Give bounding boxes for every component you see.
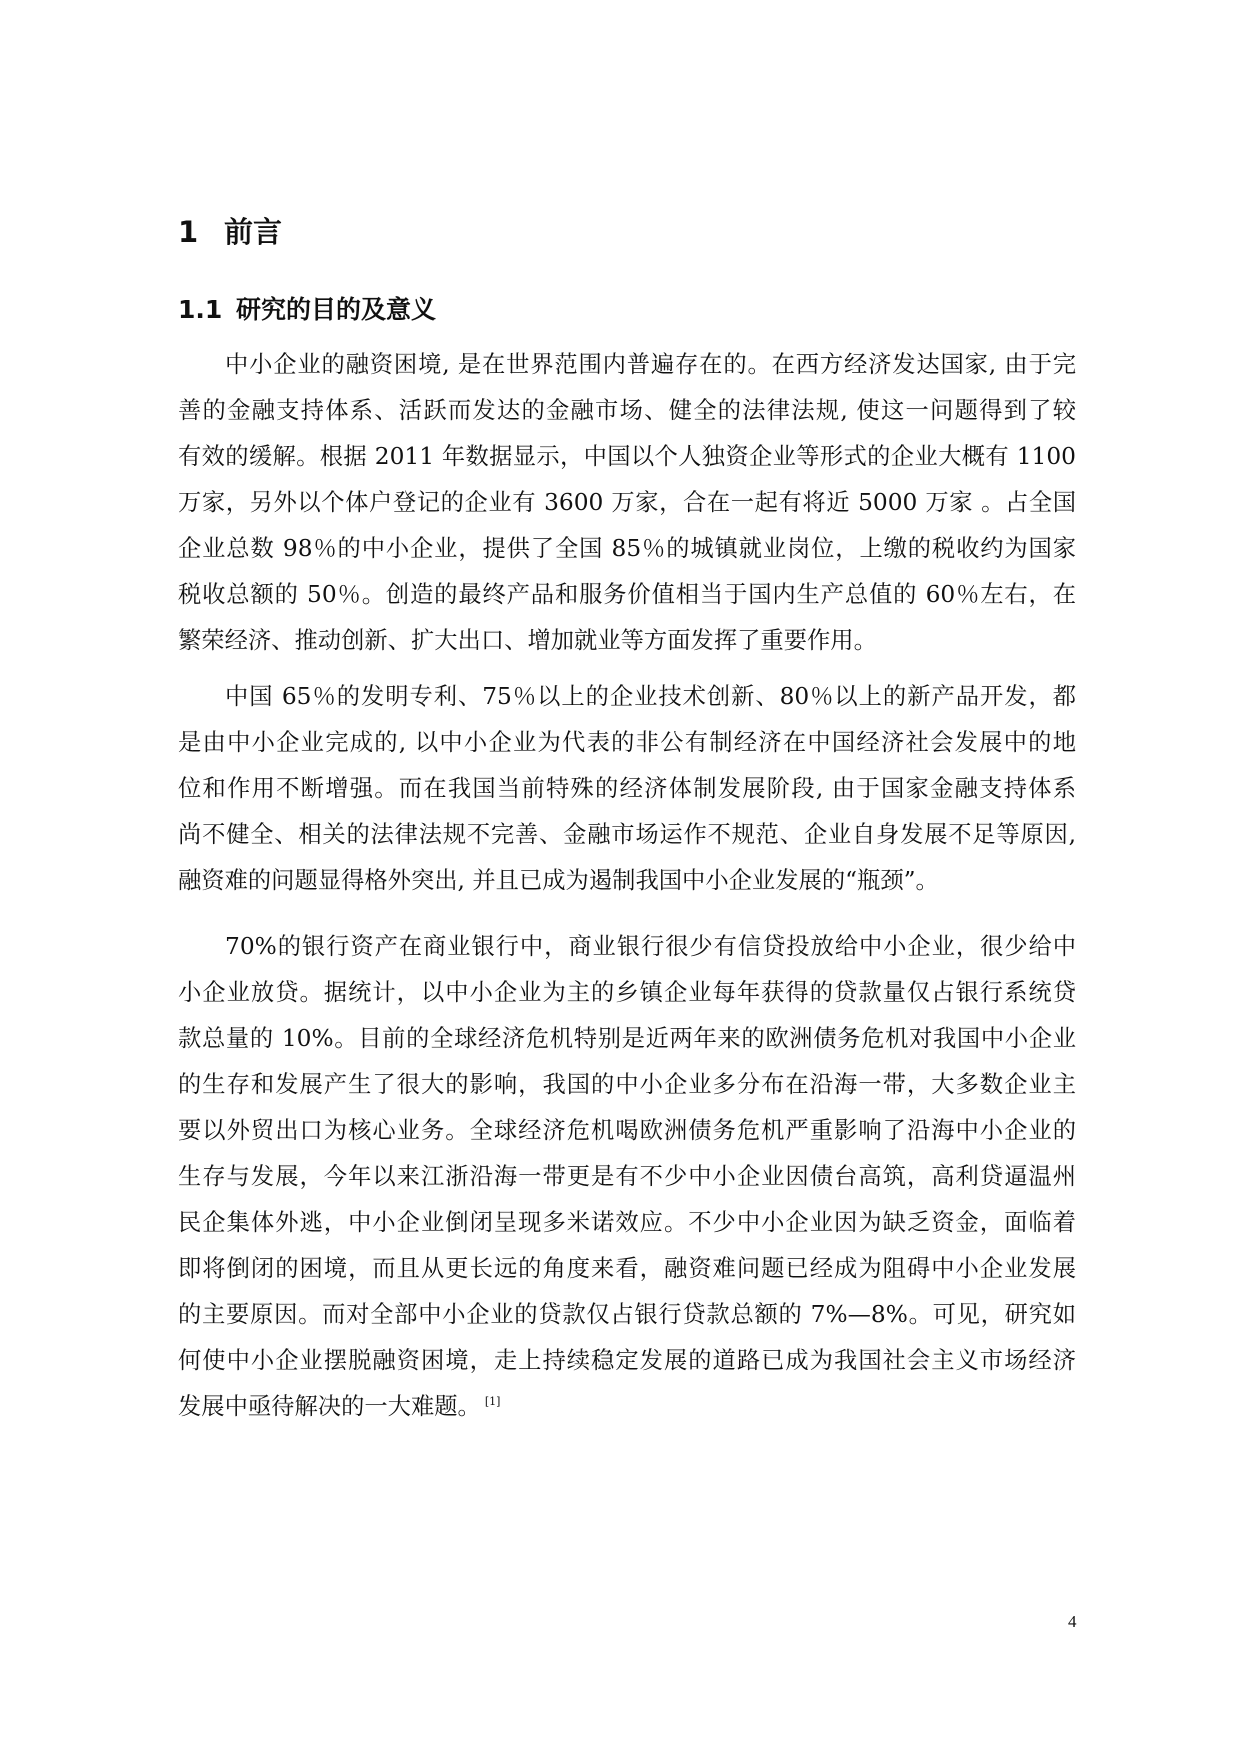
paragraph-line: 生存与发展，今年以来江浙沿海一带更是有不少中小企业因债台高筑，高利贷逼温州 [178, 1163, 1076, 1190]
chapter-title: 前言 [224, 215, 283, 249]
paragraph-line: 企业总数 98％的中小企业，提供了全国 85％的城镇就业岗位，上缴的税收约为国家 [178, 535, 1076, 562]
paragraph-line: 中小企业的融资困境, 是在世界范围内普遍存在的。在西方经济发达国家, 由于完 [225, 351, 1076, 378]
paragraph [178, 674, 1076, 904]
paragraph [178, 924, 1076, 1430]
chapter-heading [178, 212, 282, 252]
paragraph-line: 的主要原因。而对全部中小企业的贷款仅占银行贷款总额的 7%—8%。可见，研究如 [178, 1301, 1076, 1328]
paragraph-line: 款总量的 10%。目前的全球经济危机特别是近两年来的欧洲债务危机对我国中小企业 [178, 1025, 1076, 1052]
paragraph-line: 繁荣经济、推动创新、扩大出口、增加就业等方面发挥了重要作用。 [178, 627, 877, 654]
paragraph-line: 融资难的问题显得格外突出, 并且已成为遏制我国中小企业发展的“瓶颈”。 [178, 867, 939, 894]
section-heading [178, 292, 436, 328]
section-title: 研究的目的及意义 [236, 295, 437, 324]
paragraph-line-text: 发展中亟待解决的一大难题。 [178, 1393, 481, 1420]
paragraph-line: 民企集体外逃，中小企业倒闭呈现多米诺效应。不少中小企业因为缺乏资金，面临着 [178, 1209, 1076, 1236]
citation-reference[interactable]: [1] [484, 1395, 501, 1409]
paragraph [178, 342, 1076, 664]
chapter-number: 1 [178, 215, 199, 249]
paragraph-line: 税收总额的 50％。创造的最终产品和服务价值相当于国内生产总值的 60％左右，在 [178, 581, 1076, 608]
paragraph-line: 何使中小企业摆脱融资困境，走上持续稳定发展的道路已成为我国社会主义市场经济 [178, 1347, 1076, 1374]
paragraph-line: 小企业放贷。据统计，以中小企业为主的乡镇企业每年获得的贷款量仅占银行系统贷 [178, 979, 1076, 1006]
paragraph-line: 即将倒闭的困境，而且从更长远的角度来看，融资难问题已经成为阻碍中小企业发展 [178, 1255, 1076, 1282]
paragraph-line: 要以外贸出口为核心业务。全球经济危机喝欧洲债务危机严重影响了沿海中小企业的 [178, 1117, 1076, 1144]
section-number: 1.1 [178, 295, 223, 324]
page-number: 4 [1068, 1612, 1077, 1631]
paragraph-line: 中国 65％的发明专利、75％以上的企业技术创新、80％以上的新产品开发，都 [225, 683, 1076, 710]
paragraph-line: 是由中小企业完成的, 以中小企业为代表的非公有制经济在中国经济社会发展中的地 [178, 729, 1076, 756]
paragraph-line: 70%的银行资产在商业银行中，商业银行很少有信贷投放给中小企业，很少给中 [225, 933, 1076, 960]
paragraph-line: 的生存和发展产生了很大的影响，我国的中小企业多分布在沿海一带，大多数企业主 [178, 1071, 1076, 1098]
paragraph-line-final [178, 1384, 1076, 1430]
paragraph-line: 尚不健全、相关的法律法规不完善、金融市场运作不规范、企业自身发展不足等原因, [178, 821, 1076, 848]
paragraph-line: 万家，另外以个体户登记的企业有 3600 万家，合在一起有将近 5000 万家 。占全国 [178, 489, 1076, 516]
paragraph-line: 善的金融支持体系、活跃而发达的金融市场、健全的法律法规, 使这一问题得到了较 [178, 397, 1076, 424]
paragraph-line: 有效的缓解。根据 2011 年数据显示，中国以个人独资企业等形式的企业大概有 1100 [178, 443, 1076, 470]
paragraph-line: 位和作用不断增强。而在我国当前特殊的经济体制发展阶段, 由于国家金融支持体系 [178, 775, 1076, 802]
